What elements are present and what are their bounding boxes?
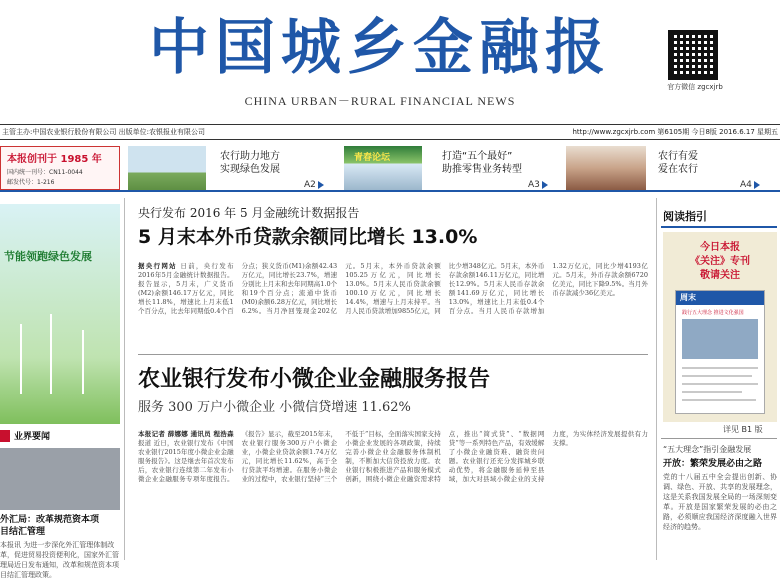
- teaser-a4[interactable]: [566, 146, 762, 190]
- left-headline[interactable]: 外汇局：改革规范资本项 目结汇管理: [0, 515, 100, 537]
- left-article-body: 本报讯 为进一步深化外汇管理体制改革，促进贸易投资便利化，国家外汇管理局近日发布通知，改革和规范资本项目结汇管理政策。: [0, 541, 119, 579]
- wind-turbine-icon: [20, 324, 22, 394]
- guide-line3: 敬请关注: [700, 270, 740, 281]
- article1-text: 日前，央行发布2016年5月金融统计数据报告。报告显示，5月末，广义货币(M2)余额146.17万亿元，同比增长11.8%，增速比上月末低1个百分点，比去年同期低0.4个百分点；狭义货币(M1)余额42.43万亿元，同比增长23.7%，增速分别比上月末和去年同期高1.0个和19个百分点；流通中货币(M0)余额6.28万亿元，同比增长6.2%。当月净回笼现金202亿元。5月末，本外币贷款余额105.25万亿元，同比增长13.0%。5月末人民币贷款余额100.10万亿元，同比增长14.4%，增速与上月末持平。当月人民币贷款增加9855亿元，同比少增348亿元。5月末，本外币存款余额146.11万亿元，同比增长12.9%。5月末人民币存款余额141.69万亿元，同比增长13.0%，增速比上月末低0.4个百分点。当月人民币存款增加1.32万亿元，同比少增4193亿元。5月末，外币存款余额6720亿美元，同比下降9.5%。当月外币存款减少36亿美元。: [138, 262, 648, 315]
- newspaper-subtitle: CHINA URBAN－RURAL FINANCIAL NEWS: [244, 94, 516, 108]
- wind-turbine-icon: [50, 314, 52, 394]
- supplement-photo: [682, 319, 758, 359]
- teaser-a4-line1: 农行有爱: [658, 151, 698, 162]
- guide-line1: 今日本报: [700, 242, 740, 253]
- publication-info-bar: [0, 124, 780, 140]
- wedding-photo: [566, 146, 646, 190]
- article2-byline: 本报记者 薛娜娜 通讯员 程浩森: [138, 430, 234, 438]
- article1-headline[interactable]: 5 月末本外币贷款余额同比增长 13.0%: [138, 226, 478, 248]
- teaser-a3-page: A3: [528, 180, 540, 190]
- forum-banner: 青春论坛: [354, 153, 391, 163]
- teaser-a4-page: A4: [740, 180, 752, 190]
- supplement-headline: 践行五大理念 推进文化强国: [682, 310, 744, 316]
- section-marker: [0, 430, 10, 442]
- right-article-body: 党的十八届五中全会提出创新、协调、绿色、开放、共享的发展理念，这是关系我国发展全局的一场深刻变革。开放是国家繁荣发展的必由之路，必须顺应我国经济深度融入世界经济的趋势。: [663, 473, 777, 531]
- green-development-ad[interactable]: [0, 204, 120, 424]
- news-photo: [0, 448, 120, 510]
- masthead: [0, 0, 780, 120]
- newspaper-title: 中国城乡金融报: [149, 13, 611, 83]
- supplement-head: 周末: [680, 293, 696, 302]
- wind-turbine-icon: [82, 330, 84, 394]
- teaser-a3[interactable]: [344, 146, 560, 190]
- left-column: [0, 204, 124, 579]
- article1-body: [138, 262, 648, 342]
- postal-code: 邮发代号：1-216: [7, 179, 55, 186]
- right-column: [656, 198, 780, 560]
- see-page-link[interactable]: 详见 B1 版: [723, 425, 763, 434]
- teaser-a2[interactable]: [128, 146, 328, 190]
- article1-kicker: 央行发布 2016 年 5 月金融统计数据报告: [138, 206, 360, 220]
- article2-headline[interactable]: 农业银行发布小微企业金融服务报告: [138, 367, 491, 392]
- article2-subheadline: 服务 300 万户小微企业 小微信贷增速 11.62%: [138, 400, 411, 415]
- article2-text: 报道 近日，农业银行发布《中国农业银行2015年度小微企业金融服务报告》。这是继去年首次发布后，农业银行连续第二年发布小微企业金融服务专项年度报告。《报告》显示，截至2015年末，农业银行服务300万户小微企业，小微企业贷款余额1.74万亿元，同比增长11.62%，高于全行贷款平均增速。在服务小微企业的过程中，农业银行坚持“三个不低于”目标，全面落实国家支持小微企业发展的各项政策，持续完善小微企业金融服务体制机制，不断加大信贷投放力度。农业银行积极推进产品和服务模式创新，围绕小微企业融资需求特点，推出“简式贷”、“数据网贷”等一系列特色产品，有效缓解了小微企业融资难、融资贵问题。农业银行还充分发挥城乡联动优势，将金融服务延伸至县域，加大对县域小微企业的支持力度，为实体经济发展提供有力支撑。: [138, 430, 648, 483]
- section-title: 业界要闻: [14, 432, 51, 442]
- teaser-a2-line2: 实现绿色发展: [220, 164, 280, 175]
- teaser-a3-line1: 打造“五个最好”: [442, 151, 513, 162]
- qr-label: 官方微信 zgcxjrb: [667, 83, 723, 91]
- teaser-a3-line2: 助推零售业务转型: [442, 164, 522, 175]
- column-divider: [124, 198, 125, 560]
- article2-body: [138, 430, 648, 558]
- article-divider: [138, 354, 648, 355]
- issn-code: 国内统一刊号：CN11-0044: [7, 169, 83, 176]
- forum-photo: [344, 146, 422, 190]
- arrow-right-icon: [318, 181, 324, 189]
- article1-byline: 据央行网站: [138, 262, 177, 270]
- teaser-a2-page: A2: [304, 180, 316, 190]
- wind-farm-photo: [128, 146, 206, 190]
- right-kicker: “五大理念”指引金融发展: [663, 445, 752, 454]
- reading-guide-box[interactable]: [663, 232, 777, 422]
- teaser-a4-line2: 爱在农行: [658, 164, 698, 175]
- right-divider: [661, 438, 777, 439]
- arrow-right-icon: [754, 181, 760, 189]
- founded-box: [0, 146, 120, 190]
- founded-title: 本报创刊于 1985 年: [7, 154, 102, 165]
- teaser-a2-line1: 农行助力地方: [220, 151, 280, 162]
- supplement-thumbnail: [675, 290, 765, 414]
- ad-title: 节能领跑绿色发展: [4, 250, 92, 263]
- guide-line2: 《关注》专刊: [690, 256, 750, 267]
- main-column: [128, 198, 652, 560]
- arrow-right-icon: [542, 181, 548, 189]
- publisher-info: 主管主办:中国农业银行股份有限公司 出版单位:农银报业有限公司: [2, 128, 205, 136]
- teaser-row: [0, 144, 780, 192]
- industry-news-header: [0, 428, 120, 444]
- guide-rule: [661, 226, 777, 228]
- qr-code-icon: [668, 30, 718, 80]
- reading-guide-title: 阅读指引: [663, 210, 707, 223]
- right-headline[interactable]: 开放：繁荣发展必由之路: [663, 459, 763, 469]
- issue-info: http://www.zgcxjrb.com 第6105期 今日8版 2016.6.17 星期五: [572, 128, 778, 136]
